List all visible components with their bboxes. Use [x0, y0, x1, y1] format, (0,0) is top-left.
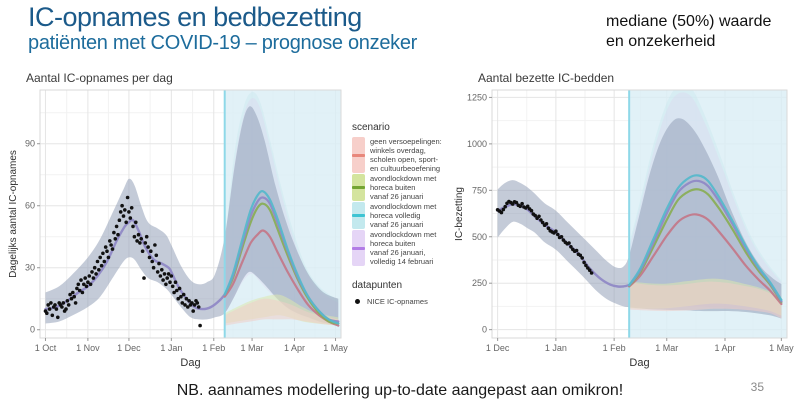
- scenario-legend: [352, 122, 452, 306]
- datapunten-entry: [352, 297, 452, 306]
- legend-label: avondlockdown met horeca buiten vanaf 26 januari: [370, 174, 437, 201]
- x-axis-title: Dag: [629, 357, 650, 369]
- x-tick-label: 1 Mar: [655, 343, 679, 353]
- legend-swatch-red: [352, 137, 365, 173]
- x-tick-label: 1 Dec: [485, 343, 510, 353]
- legend-swatch-cyan: [352, 202, 365, 229]
- x-tick-label: 1 Feb: [202, 343, 226, 353]
- chart-ic-opnames: [6, 70, 348, 374]
- legend-label: geen versoepelingen: winkels overdag, scholen open, sport- en cultuurbeoefening: [370, 137, 442, 173]
- y-axis-title: Dagelijks aantal IC-opnames: [8, 150, 19, 278]
- x-tick-label: 1 Apr: [714, 343, 736, 353]
- y-tick-label: 60: [24, 200, 35, 211]
- legend-swatch-purple: [352, 230, 365, 266]
- datapunten-title: datapunten: [352, 280, 403, 291]
- x-tick-label: 1 Oct: [34, 343, 57, 353]
- x-tick-label: 1 May: [769, 343, 794, 353]
- legend-entries: [352, 137, 452, 266]
- legend-swatch-line: [352, 214, 365, 217]
- y-tick-label: 500: [471, 231, 487, 242]
- legend-swatch-line: [352, 247, 365, 250]
- x-tick-label: 1 Dec: [117, 343, 141, 353]
- y-tick-label: 1000: [466, 138, 487, 149]
- chart-ic-bezetting: [452, 70, 794, 374]
- x-tick-label: 1 Apr: [283, 343, 305, 353]
- legend-swatch-green: [352, 174, 365, 201]
- data-point-icon: [355, 299, 360, 304]
- x-axis-title: Dag: [180, 357, 201, 369]
- x-tick-label: 1 Feb: [602, 343, 626, 353]
- legend-title: scenario: [352, 122, 390, 133]
- page-number: 35: [750, 380, 764, 394]
- x-tick-label: 1 Jan: [544, 343, 567, 353]
- note-median-uncertainty: [606, 12, 771, 52]
- x-tick-label: 1 Nov: [76, 343, 100, 353]
- legend-swatch-line: [352, 154, 365, 157]
- chart-title: Aantal bezette IC-bedden: [478, 71, 615, 85]
- legend-label: avondlockdown met horeca buiten vanaf 26 januari, volledig 14 februari: [370, 230, 437, 266]
- y-tick-label: 30: [24, 262, 35, 273]
- y-tick-label: 0: [29, 324, 35, 335]
- x-tick-label: 1 Jan: [160, 343, 183, 353]
- legend-entry-red: [352, 137, 452, 173]
- legend-entry-green: [352, 174, 452, 201]
- y-axis-title: IC-bezetting: [454, 187, 465, 241]
- footer-note: NB. aannames modellering up-to-date aangepast aan omikron!: [176, 382, 624, 399]
- page-subtitle: patiënten met COVID-19 – prognose onzeker: [28, 32, 418, 54]
- x-tick-label: 1 Mar: [240, 343, 264, 353]
- datapunten-label: NICE IC-opnames: [367, 297, 428, 306]
- x-tick-label: 1 May: [323, 343, 348, 353]
- y-tick-label: 250: [471, 278, 487, 289]
- legend-label: avondlockdown met horeca volledig vanaf 26 januari: [370, 202, 437, 229]
- legend-entry-purple: [352, 230, 452, 266]
- legend-swatch-line: [352, 186, 365, 189]
- page-title: IC-opnames en bedbezetting: [28, 2, 362, 32]
- y-tick-label: 90: [24, 138, 35, 149]
- note-line-1: mediane (50%) waarde: [606, 13, 772, 30]
- y-tick-label: 1250: [466, 92, 487, 103]
- y-tick-label: 750: [471, 185, 487, 196]
- y-tick-label: 0: [481, 324, 487, 335]
- note-line-2: en onzekerheid: [606, 33, 716, 50]
- chart-title: Aantal IC-opnames per dag: [26, 71, 173, 85]
- legend-entry-cyan: [352, 202, 452, 229]
